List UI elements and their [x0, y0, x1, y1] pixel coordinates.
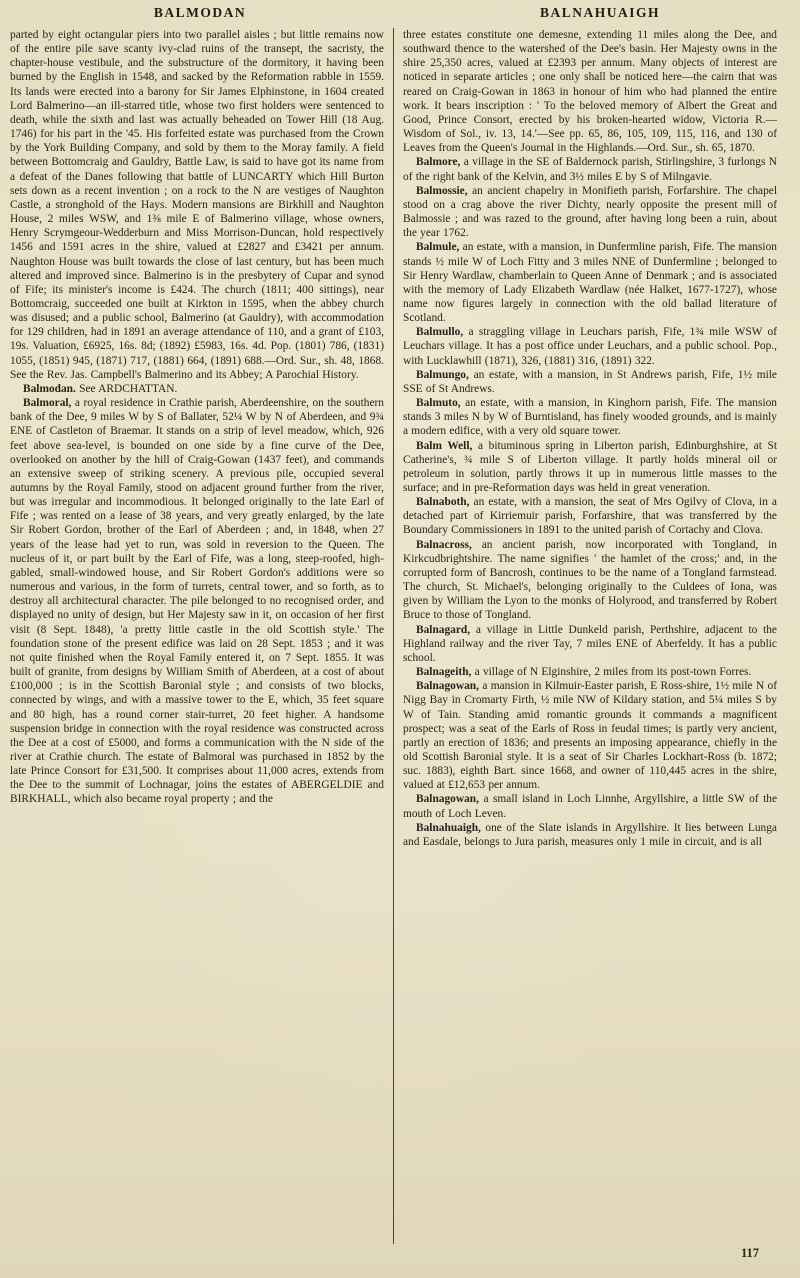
- entry-body: a small island in Loch Linnhe, Argyllshire, a little SW of the mouth of Loch Leven.: [403, 793, 777, 820]
- entry-body: an estate, with a mansion, the seat of Mrs Ogilvy of Clova, in a detached part of Kirriemuir parish, Forfarshire, that was transferred by the Boundary Commissioners in 1891 to the united parish of Cortachy and Clova.: [403, 496, 777, 537]
- entry-body: an estate, with a mansion, in Dunfermline parish, Fife. The mansion stands ½ mile W of Loch Fitty and 3 miles NNE of Dunfermline ; belonged to Sir Henry Wardlaw, chamberlain to Queen Anne of Denmark ; and is associated with the memory of Lady Elizabeth Wardlaw (née Halket, 1677-1727), whose name now figures largely in connection with the old ballad literature of Scotland.: [403, 241, 777, 325]
- column-left: [10, 28, 393, 1244]
- entry-term: Balnacross,: [416, 538, 472, 551]
- entry-balnahuaigh: [403, 821, 777, 849]
- entry-balmullo: [403, 325, 777, 367]
- entry-term: Balmodan.: [23, 382, 76, 395]
- entry-balnageith: [403, 665, 777, 679]
- entry-term: Balnagowan,: [416, 680, 479, 693]
- entry-term: Balnageith,: [416, 666, 472, 679]
- entry-term: Balmore,: [416, 156, 461, 169]
- entry-body: an estate, with a mansion, in St Andrews parish, Fife, 1½ mile SSE of St Andrews.: [403, 368, 777, 395]
- entry-balmungo: [403, 368, 777, 396]
- entry-term: Balmule,: [416, 241, 460, 254]
- entry-body: a mansion in Kilmuir-Easter parish, E Ross-shire, 1½ mile N of Nigg Bay in Cromarty Firth, ½ mile NW of Kildary station, and 5¼ miles S by W of Tain. Standing amid romantic grounds it commands a magnificent prospect; was a seat of the Earls of Ross in feudal times; is partly very ancient, partly an erection of 1836; and presents an imposing appearance, chiefly in the old Scottish Baronial style. It is a seat of Sir Charles Lockhart-Ross (b. 1872; suc. 1883), eighth Bart. since 1668, and owner of 110,445 acres in the shire, valued at £12,653 per annum.: [403, 680, 777, 792]
- entry-body: an estate, with a mansion, in Kinghorn parish, Fife. The mansion stands 3 miles N by W of Burntisland, has finely wooded grounds, and is mainly a modern edifice, with a very old square tower.: [403, 397, 777, 438]
- entry-term: Balnahuaigh,: [416, 821, 481, 834]
- entry-term: Balmullo,: [416, 326, 464, 339]
- entry-body: an ancient chapelry in Monifieth parish, Forfarshire. The chapel stood on a crag above the river Dichty, nearly opposite the present mill of Balmossie ; and was razed to the ground, after having long been a ruin, about the year 1762.: [403, 184, 777, 240]
- entry-balm-well: [403, 439, 777, 496]
- entry-body: See ARDCHATTAN.: [75, 382, 178, 395]
- entry-body: a bituminous spring in Liberton parish, Edinburghshire, at St Catherine's, ¾ mile S of Liberton village. It partly holds mineral oil or petroleum in solution, partly throws it up in numerous little masses to the surface; and in pre-Reformation days was held in great veneration.: [403, 439, 777, 494]
- running-heads: [0, 5, 800, 25]
- entry-body: an ancient parish, now incorporated with Tongland, in Kirkcudbrightshire. The name signifies ' the hamlet of the cross;' and, in the corrupted form of Bancrosh, continues to be the name of a Tongland farmstead. The church, St. Michael's, belonging originally to the Culdees of Iona, was given by William the Lyon to the monks of Holyrood, and transferred by Robert Bruce to those of Tongland.: [403, 538, 777, 622]
- entry-balnagard: [403, 623, 777, 665]
- entry-body: one of the Slate islands in Argyllshire. It lies between Lunga and Easdale, belongs to Jura parish, measures only 1 mile in circuit, and is all: [403, 821, 777, 848]
- entry-term: Balnagard,: [416, 623, 471, 636]
- entry-balmoral: [10, 396, 384, 807]
- entry-body: a village in the SE of Baldernock parish, Stirlingshire, 3 furlongs N of the right bank of the Kelvin, and 3½ miles E by S of Milngavie.: [403, 156, 777, 183]
- entry-balnagowan-island: [403, 792, 777, 820]
- entry-balnagowan-mansion: [403, 679, 777, 792]
- entry-term: Balnaboth,: [416, 496, 470, 509]
- entry-balmoral-continuation: [403, 28, 777, 155]
- column-right: [394, 28, 777, 1244]
- entry-body: a royal residence in Crathie parish, Aberdeenshire, on the southern bank of the Dee, 9 miles W by S of Ballater, 52¼ W by N of Aberdeen, and 9¾ ENE of Castleton of Braemar. It stands on a strip of level meadow, which, 926 feet above sea-level, is bounded on one side by a fine curve of the Dee, overlooked on another by the hill of Craig-Gowan (1437 feet), and commands an extensive sweep of striking scenery. A previous pile, occupied several autumns by the Royal Family, stood on adjacent ground further from the river, but was irregular and incommodious. It belonged originally to the late Earl of Fife ; was rented on a lease of 38 years, and very greatly enlarged, by the late Sir Robert Gordon, brother of the Earl of Aberdeen ; and, in 1848, when 27 years of the lease had yet to run, was sold in reversion to the Queen. The nucleus of it, or part built by the Earl of Fife, was a long, steep-roofed, high-gabled, small-windowed house, and Sir Robert Gordon's additions were so numerous and various, in the form of turrets, central tower, and so forth, as to destroy all architectural character. The pile belonged to no recognised order, and displayed no unity of design, but Her Majesty saw in it, on occasion of her first visit (8 Sept. 1848), 'a pretty little castle in the old Scottish style.' The foundation stone of the present edifice was laid on 28 Sept. 1853 ; and it was not quite finished when the Royal Family entered it, on 7 Sept. 1855. It was built of granite, from designs by William Smith of Aberdeen, at a cost of about £100,000 ; is in the Scottish Baronial style ; and consists of two blocks, connected by wings, and with a massive tower to the E, which, 35 feet square and 80 high, has a round corner stair-turret, 20 feet higher. A handsome suspension bridge in connection with the royal residence was constructed across the Dee at a cost of £5000, and forms a communication with the N side of the river at Crathie church. The estate of Balmoral was purchased in 1852 by the late Prince Consort for £31,500. It comprises about 11,000 acres, extends from the Dee to the summit of Lochnagar, joins the estates of ABERGELDIE and BIRKHALL, which also became royal property ; and the: [10, 397, 384, 806]
- entry-balmossie: [403, 184, 777, 241]
- entry-term: Balmossie,: [416, 184, 468, 197]
- entry-balnacross: [403, 538, 777, 623]
- entry-body: a village in Little Dunkeld parish, Perthshire, adjacent to the Highland railway and the river Tay, 7 miles ENE of Aberfeldy. It has a public school.: [403, 623, 777, 664]
- entry-term: Balnagowan,: [416, 793, 479, 806]
- entry-balmuto: [403, 396, 777, 438]
- text-columns: [10, 28, 790, 1244]
- entry-body: three estates constitute one demesne, extending 11 miles along the Dee, and southward thence to the watershed of the Dee's basin. Her Majesty owns in the shire 25,350 acres, valued at £2393 per annum. Many objects of interest are noticed in separate articles ; one only shall be noticed here—the cairn that was reared on Craig-Gowan in 1863 in honour of him who had planned the entire work. It bears inscription : ' To the beloved memory of Albert the Great and Good, Prince Consort, erected by his broken-hearted widow, Victoria R.—Wisdom of Sol., iv. 13, 14.'—See pp. 65, 86, 105, 109, 115, 116, and 130 of Leaves from the Queen's Journal in the Highlands.—Ord. Sur., sh. 65, 1870.: [403, 29, 777, 155]
- entry-balmerino-continuation: [10, 28, 384, 382]
- entry-body: a village of N Elginshire, 2 miles from its post-town Forres.: [471, 666, 752, 679]
- entry-term: Balmungo,: [416, 368, 469, 381]
- running-head-left: BALMODAN: [153, 5, 247, 20]
- entry-balmodan: [10, 382, 384, 396]
- entry-body: a straggling village in Leuchars parish, Fife, 1¾ mile WSW of Leuchars village. It has a post office under Leuchars, and a public school. Pop., with Lucklawhill (1871), 326, (1881) 316, (1891) 322.: [403, 326, 777, 367]
- entry-term: Balmuto,: [416, 397, 461, 410]
- entry-balmule: [403, 240, 777, 325]
- entry-term: Balm Well,: [416, 439, 473, 452]
- entry-balmore: [403, 155, 777, 183]
- page-number: 117: [740, 1246, 760, 1260]
- entry-balnaboth: [403, 495, 777, 537]
- running-head-right: BALNAHUAIGH: [539, 5, 660, 20]
- entry-term: Balmoral,: [23, 397, 72, 410]
- entry-body: parted by eight octangular piers into two parallel aisles ; but little remains now of the entire pile save scanty ivy-clad ruins of the transept, the sacristy, the chapter-house vestibule, and the substructure of the dormitory, it having been burned by the English in 1548, and sacked by the Reformation rabble in 1559. Its lands were erected into a barony for Sir James Elphinstone, in 1604 created Lord Balmerino—an ill-starred title, whose two first holders were sentenced to death, while the sixth and last was actually beheaded on Tower Hill (18 Aug. 1746) for his part in the '45. His forfeited estate was purchased from the Crown by the York Building Company, and sold by them to the Moray family. A field between Bottomcraig and Gauldry, Battle Law, is said to have got its name from a defeat of the Danes following that battle of LUNCARTY which Hill Burton sets down as a recent invention ; on a rock to the N are vestiges of Naughton Castle, a stronghold of the Hays. Modern mansions are Birkhill and Naughton House, 2 miles WSW, and 1⅜ mile E of Balmerino village, whose owners, Henry Scrymgeour-Wedderburn and Miss Morrison-Duncan, hold respectively 1456 and 1591 acres in the shire, valued at £2827 and £3421 per annum. Naughton House was built towards the close of last century, but has been much altered and improved since. Balmerino is in the presbytery of Cupar and synod of Fife; its minister's income is £424. The church (1811; 400 sittings), near Bottomcraig, succeeded one built at Kirkton in 1595, when the abbey church was disused; and a public school, Balmerino (at Gauldry), with accommodation for 129 children, had in 1891 an average attendance of 110, and a grant of £103, 19s. Valuation, £6925, 16s. 8d; (1892) £5983, 16s. 4d. Pop. (1801) 786, (1831) 1055, (1851) 945, (1871) 717, (1881) 664, (1891) 688.—Ord. Sur., sh. 48, 1868. See the Rev. Jas. Campbell's Balmerino and its Abbey; A Parochial History.: [10, 29, 384, 381]
